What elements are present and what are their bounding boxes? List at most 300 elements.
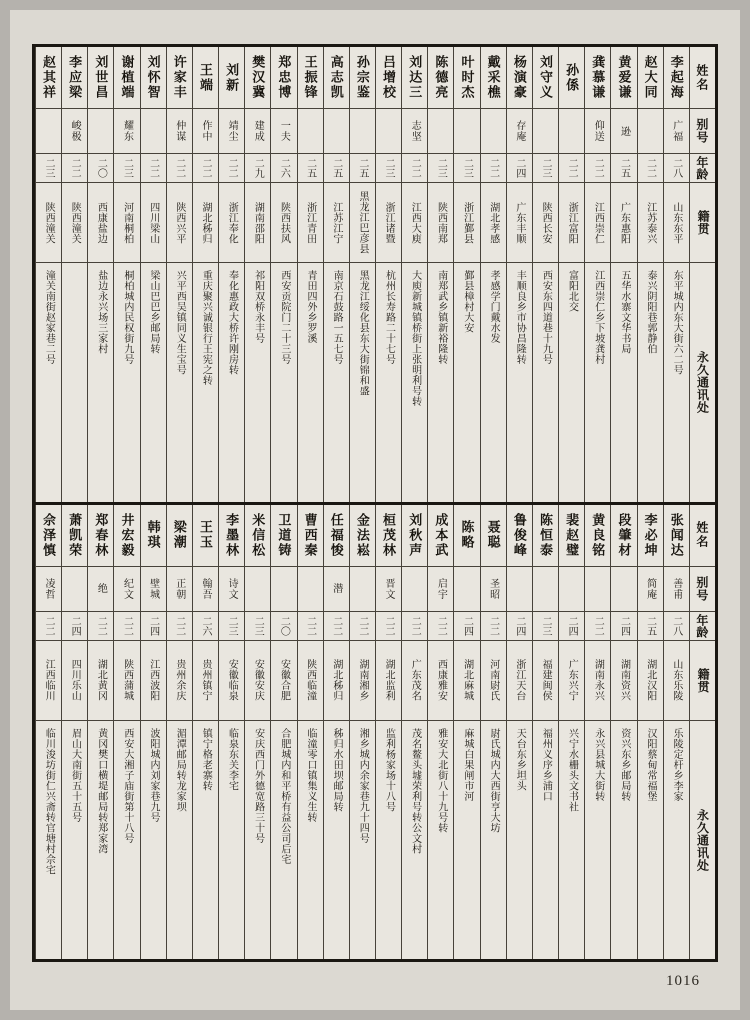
registry-entry-column: [270, 47, 296, 502]
entry-address: 湄潭邮局转龙家坝: [174, 727, 186, 812]
registry-entry-column: [532, 47, 558, 502]
entry-alias: [585, 567, 610, 612]
entry-origin: 山东乐陵: [664, 641, 689, 721]
entry-address: 茂名鳌头墟荣利号转公文村: [409, 727, 421, 854]
entry-alias: [324, 109, 349, 154]
entry-alias: 绝: [88, 567, 113, 612]
entry-name: 曹西秦: [298, 505, 323, 567]
entry-alias: 善甫: [664, 567, 689, 612]
registry-entry-column: [558, 505, 584, 960]
registry-entry-column: [427, 47, 453, 502]
entry-alias: 靖尘: [219, 109, 244, 154]
entry-name: 赵大同: [638, 47, 663, 109]
entry-address: 麻城白果闸市河: [461, 727, 473, 801]
page-number: 1016: [666, 973, 700, 989]
entry-origin: 广东茂名: [402, 641, 427, 721]
entry-name: 井宏毅: [114, 505, 139, 567]
entry-address: 临潼零口镇集义生转: [304, 727, 316, 822]
entry-name: 桓茂林: [376, 505, 401, 567]
entry-age: 二五: [324, 154, 349, 183]
registry-entry-column: [610, 47, 636, 502]
entry-origin: 陕西临潼: [298, 641, 323, 721]
registry-entry-column: [558, 47, 584, 502]
entry-age: 二二: [324, 612, 349, 641]
entry-origin: 黑龙江巴彦县: [350, 183, 375, 263]
entry-name: 王玉: [193, 505, 218, 567]
registry-entry-column: [453, 505, 479, 960]
entry-name: 杨演豪: [507, 47, 532, 109]
entry-name: 裴赵璧: [559, 505, 584, 567]
entry-origin: 西康盐边: [88, 183, 113, 263]
registry-entry-column: [480, 505, 506, 960]
entry-origin: 河南桐柏: [114, 183, 139, 263]
entry-alias: 存庵: [507, 109, 532, 154]
entry-alias: [454, 567, 479, 612]
registry-entry-column: [637, 47, 663, 502]
registry-entry-column: [87, 505, 113, 960]
entry-origin: 浙江诸暨: [376, 183, 401, 263]
column-header-address: 永久通讯处: [695, 808, 710, 871]
entry-age: 二二: [585, 612, 610, 641]
entry-age: 二三: [245, 612, 270, 641]
entry-origin: 湖南邵阳: [245, 183, 270, 263]
entry-age: 二二: [88, 612, 113, 641]
entry-age: 二六: [193, 612, 218, 641]
entry-name: 郑忠博: [271, 47, 296, 109]
entry-alias: 纪文: [114, 567, 139, 612]
entry-name: 张闻达: [664, 505, 689, 567]
entry-address: 乐陵定杆乡李家: [671, 727, 683, 801]
entry-alias: 广福: [664, 109, 689, 154]
registry-entry-column: [35, 47, 61, 502]
registry-entry-column: [297, 505, 323, 960]
entry-alias: 峻极: [62, 109, 87, 154]
entry-name: 陈恒泰: [533, 505, 558, 567]
entry-name: 许家丰: [167, 47, 192, 109]
entry-alias: 一夫: [271, 109, 296, 154]
entry-name: 米信松: [245, 505, 270, 567]
entry-origin: 四川梁山: [141, 183, 166, 263]
entry-age: 二八: [664, 612, 689, 641]
column-header-origin: 籍贯: [690, 183, 715, 263]
entry-address: 资兴东乡邮局转: [618, 727, 630, 801]
entry-age: 二六: [271, 154, 296, 183]
registry-entry-column: [663, 47, 689, 502]
entry-address: 青田四外乡罗溪: [304, 270, 316, 344]
entry-name: 孙宗鉴: [350, 47, 375, 109]
entry-age: 二三: [219, 612, 244, 641]
entry-address: 五华水寨文华书局: [618, 270, 630, 354]
entry-alias: 翰吾: [193, 567, 218, 612]
registry-entry-column: [427, 505, 453, 960]
entry-name: 梁潮: [167, 505, 192, 567]
entry-age: 二二: [219, 154, 244, 183]
entry-age: 二二: [402, 612, 427, 641]
column-header-alias: 别号: [690, 567, 715, 612]
entry-origin: 湖北汉阳: [638, 641, 663, 721]
entry-name: 金法崧: [350, 505, 375, 567]
entry-name: 段肇材: [611, 505, 636, 567]
entry-address: 合肥城内和平桥有益公司后宅: [278, 727, 290, 864]
row-header-column: [689, 47, 715, 502]
entry-origin: 陕西南郑: [428, 183, 453, 263]
entry-name: 成本武: [428, 505, 453, 567]
entry-origin: 陕西潼关: [62, 183, 87, 263]
registry-entry-column: [401, 505, 427, 960]
entry-address: 波阳城内刘家巷九号: [148, 727, 160, 822]
registry-entry-column: [61, 47, 87, 502]
entry-age: 二八: [664, 154, 689, 183]
entry-address: 祁阳双桥永丰号: [252, 270, 264, 344]
entry-address: 杭州长寿路二十七号: [383, 270, 395, 365]
entry-origin: 陕西扶风: [271, 183, 296, 263]
entry-origin: 湖北秭归: [193, 183, 218, 263]
entry-alias: 耀东: [114, 109, 139, 154]
entry-address: 监利杨家场十八号: [383, 727, 395, 812]
registry-entry-column: [637, 505, 663, 960]
entry-alias: 晋文: [376, 567, 401, 612]
entry-name: 陈德亮: [428, 47, 453, 109]
entry-age: 二三: [114, 154, 139, 183]
entry-origin: 山东东平: [664, 183, 689, 263]
entry-name: 萧凯荣: [62, 505, 87, 567]
entry-age: 二四: [62, 612, 87, 641]
entry-origin: 陕西兴平: [167, 183, 192, 263]
entry-name: 李墨林: [219, 505, 244, 567]
entry-alias: 志坚: [402, 109, 427, 154]
entry-age: 二三: [428, 154, 453, 183]
entry-address: [62, 263, 87, 502]
entry-origin: 江西崇仁: [585, 183, 610, 263]
entry-address: 安庆西门外德宽路三十号: [252, 727, 264, 843]
entry-age: 二四: [611, 612, 636, 641]
entry-age: 二二: [428, 612, 453, 641]
entry-alias: [298, 567, 323, 612]
entry-address: 黄冈樊口横堤邮局转郑家湾: [95, 727, 107, 854]
registry-entry-column: [506, 505, 532, 960]
entry-origin: 河南尉氏: [481, 641, 506, 721]
entry-alias: [611, 567, 636, 612]
entry-alias: [428, 109, 453, 154]
entry-name: 黄爱谦: [611, 47, 636, 109]
column-header-name: 姓名: [690, 505, 715, 567]
entry-origin: 湖南永兴: [585, 641, 610, 721]
entry-address: 重庆聚兴诚银行王宪之转: [200, 270, 212, 386]
entry-name: 谢植端: [114, 47, 139, 109]
entry-age: 二〇: [88, 154, 113, 183]
entry-alias: 壁城: [141, 567, 166, 612]
entry-age: 二四: [507, 612, 532, 641]
entry-alias: 凌哲: [36, 567, 61, 612]
column-header-address: 永久通讯处: [695, 351, 710, 414]
entry-origin: 湖北黄冈: [88, 641, 113, 721]
entry-name: 龚慕谦: [585, 47, 610, 109]
entry-alias: [533, 567, 558, 612]
entry-origin: 广东丰顺: [507, 183, 532, 263]
entry-name: 郑春林: [88, 505, 113, 567]
entry-alias: [36, 109, 61, 154]
entry-age: 二二: [167, 154, 192, 183]
entry-name: 刘新: [219, 47, 244, 109]
entry-address: 桐柏城内民权街九号: [121, 270, 133, 365]
column-header-alias: 别号: [690, 109, 715, 154]
registry-entry-column: [610, 505, 636, 960]
entry-age: 二二: [481, 154, 506, 183]
registry-entry-column: [87, 47, 113, 502]
registry-entry-column: [297, 47, 323, 502]
registry-entry-column: [140, 47, 166, 502]
entry-address: 天台东乡坦头: [514, 727, 526, 791]
entry-age: 二二: [62, 154, 87, 183]
entry-age: 二三: [533, 612, 558, 641]
registry-entry-column: [166, 505, 192, 960]
entry-origin: 贵州镇宁: [193, 641, 218, 721]
entry-name: 李应梁: [62, 47, 87, 109]
registry-entry-column: [113, 47, 139, 502]
entry-address: 雅安大北街八十九号转: [435, 727, 447, 833]
entry-origin: 浙江青田: [298, 183, 323, 263]
entry-age: 二五: [298, 154, 323, 183]
registry-entry-column: [323, 47, 349, 502]
entry-address: 西安大湘子庙街第十八号: [121, 727, 133, 843]
column-header-origin: 籍贯: [690, 641, 715, 721]
entry-alias: 逊: [611, 109, 636, 154]
registry-entry-column: [323, 505, 349, 960]
registry-entry-column: [349, 505, 375, 960]
entry-origin: 广东兴宁: [559, 641, 584, 721]
entry-origin: 广东惠阳: [611, 183, 636, 263]
entry-origin: 安徽临泉: [219, 641, 244, 721]
entry-age: 二〇: [271, 612, 296, 641]
registry-entry-column: [192, 505, 218, 960]
registry-entry-column: [663, 505, 689, 960]
entry-origin: 浙江奉化: [219, 183, 244, 263]
registry-entry-column: [113, 505, 139, 960]
entry-address: 梁山巴巴乡邮局转: [148, 270, 160, 354]
entry-age: 二五: [350, 154, 375, 183]
entry-age: 二四: [507, 154, 532, 183]
entry-age: 二九: [245, 154, 270, 183]
row-header-column: [689, 505, 715, 960]
entry-name: 李必坤: [638, 505, 663, 567]
entry-age: 二三: [376, 154, 401, 183]
entry-address: 镇宁格老寨转: [200, 727, 212, 791]
entry-name: 黄良铭: [585, 505, 610, 567]
entry-origin: 浙江鄞县: [454, 183, 479, 263]
entry-address: 富阳北交: [566, 270, 578, 312]
entry-address: 泰兴阴阳巷郭静伯: [645, 270, 657, 354]
entry-alias: [141, 109, 166, 154]
entry-name: 刘怀智: [141, 47, 166, 109]
entry-address: 盐边永兴场三家村: [95, 270, 107, 354]
registry-entry-column: [244, 505, 270, 960]
entry-origin: 安徽安庆: [245, 641, 270, 721]
entry-address: 临川浚坊街仁兴斋转官塘村佘宅: [43, 727, 55, 875]
entry-address: 湘乡城内余家巷九十四号: [357, 727, 369, 843]
entry-origin: 福建闽侯: [533, 641, 558, 721]
entry-name: 戴采樵: [481, 47, 506, 109]
entry-age: 二二: [141, 154, 166, 183]
entry-alias: [507, 567, 532, 612]
entry-address: 兴平西吴镇同义生宝号: [174, 270, 186, 375]
registry-entry-column: [192, 47, 218, 502]
entry-name: 任福悛: [324, 505, 349, 567]
entry-address: 永兴县城大街转: [592, 727, 604, 801]
registry-entry-column: [532, 505, 558, 960]
entry-alias: 潜: [324, 567, 349, 612]
entry-age: 二二: [114, 612, 139, 641]
column-header-name: 姓名: [690, 47, 715, 109]
registry-table-bottom: [35, 502, 715, 960]
registry-entry-column: [35, 505, 61, 960]
entry-alias: [454, 109, 479, 154]
entry-origin: 湖北麻城: [454, 641, 479, 721]
entry-name: 李起海: [664, 47, 689, 109]
entry-age: 二二: [167, 612, 192, 641]
entry-address: 眉山大南街五十五号: [69, 727, 81, 822]
registry-entry-column: [218, 47, 244, 502]
entry-origin: 浙江天台: [507, 641, 532, 721]
entry-alias: [638, 109, 663, 154]
entry-name: 鲁俊峰: [507, 505, 532, 567]
entry-address: 丰顺良乡市协昌隆转: [514, 270, 526, 365]
entry-origin: 湖北秭归: [324, 641, 349, 721]
entry-age: 二四: [454, 612, 479, 641]
entry-origin: 江苏江宁: [324, 183, 349, 263]
entry-name: 刘守义: [533, 47, 558, 109]
entry-address: 尉氏城内大西街亨大坊: [488, 727, 500, 833]
entry-alias: [481, 109, 506, 154]
entry-age: 二二: [350, 612, 375, 641]
entry-name: 高志凯: [324, 47, 349, 109]
entry-alias: [298, 109, 323, 154]
registry-entry-column: [584, 505, 610, 960]
entry-address: 江西崇仁乡下坡龚村: [592, 270, 604, 365]
entry-alias: 仰送: [585, 109, 610, 154]
entry-age: 二五: [611, 154, 636, 183]
registry-entry-column: [166, 47, 192, 502]
column-header-age: 年龄: [690, 154, 715, 183]
entry-age: 二五: [638, 612, 663, 641]
entry-alias: [376, 109, 401, 154]
entry-alias: [245, 567, 270, 612]
entry-age: 二三: [36, 154, 61, 183]
entry-alias: [402, 567, 427, 612]
entry-origin: 安徽合肥: [271, 641, 296, 721]
registry-entry-column: [480, 47, 506, 502]
entry-address: 汉阳蔡甸常福堡: [645, 727, 657, 801]
entry-address: 黑龙江绥化县东大街锦和盛: [357, 270, 369, 396]
entry-age: 二二: [638, 154, 663, 183]
entry-address: 鄞县樟村大安: [461, 270, 473, 333]
entry-age: 二二: [481, 612, 506, 641]
entry-name: 赵其祥: [36, 47, 61, 109]
entry-origin: 陕西蒲城: [114, 641, 139, 721]
entry-alias: [559, 109, 584, 154]
entry-alias: [559, 567, 584, 612]
entry-origin: 湖北监利: [376, 641, 401, 721]
entry-age: 二四: [141, 612, 166, 641]
entry-origin: 江西大庾: [402, 183, 427, 263]
entry-alias: [533, 109, 558, 154]
entry-age: 二二: [585, 154, 610, 183]
registry-entry-column: [401, 47, 427, 502]
entry-origin: 陕西长安: [533, 183, 558, 263]
entry-origin: 浙江富阳: [559, 183, 584, 263]
entry-address: 福州义序乡浦口: [540, 727, 552, 801]
registry-entry-column: [140, 505, 166, 960]
entry-name: 王端: [193, 47, 218, 109]
entry-name: 卫道铸: [271, 505, 296, 567]
entry-address: 潼关南街赵家巷二号: [43, 270, 55, 365]
entry-address: 西安贡院门二十三号: [278, 270, 290, 365]
entry-name: 樊汉冀: [245, 47, 270, 109]
entry-origin: 湖南资兴: [611, 641, 636, 721]
entry-origin: 江苏泰兴: [638, 183, 663, 263]
entry-alias: [88, 109, 113, 154]
entry-alias: 仲谋: [167, 109, 192, 154]
entry-address: 秭归水田坝邮局转: [331, 727, 343, 812]
entry-alias: 诗文: [219, 567, 244, 612]
entry-origin: 湖南湘乡: [350, 641, 375, 721]
entry-address: 东平城内东大街六二号: [671, 270, 683, 375]
entry-age: 二二: [559, 154, 584, 183]
entry-name: 佘泽慎: [36, 505, 61, 567]
entry-name: 聂聪: [481, 505, 506, 567]
entry-origin: 江西波阳: [141, 641, 166, 721]
entry-alias: 作中: [193, 109, 218, 154]
registry-entry-column: [218, 505, 244, 960]
entry-origin: 湖北孝感: [481, 183, 506, 263]
entry-age: 二二: [298, 612, 323, 641]
entry-address: 西安东四道巷十九号: [540, 270, 552, 365]
entry-age: 二二: [36, 612, 61, 641]
entry-name: 刘世昌: [88, 47, 113, 109]
entry-alias: [62, 567, 87, 612]
entry-alias: 圣昭: [481, 567, 506, 612]
registry-table-top: [35, 47, 715, 502]
registry-frame: [32, 44, 718, 962]
entry-alias: [350, 567, 375, 612]
entry-age: 二四: [559, 612, 584, 641]
entry-address: 兴宁水栅头文书社: [566, 727, 578, 812]
registry-entry-column: [349, 47, 375, 502]
entry-age: 二二: [402, 154, 427, 183]
entry-address: 临泉东关李宅: [226, 727, 238, 791]
registry-entry-column: [61, 505, 87, 960]
entry-alias: 启宇: [428, 567, 453, 612]
registry-entry-column: [375, 505, 401, 960]
entry-age: 二三: [454, 154, 479, 183]
entry-address: 南郑武乡镇新裕隆转: [435, 270, 447, 365]
entry-age: 二三: [533, 154, 558, 183]
entry-alias: [271, 567, 296, 612]
registry-entry-column: [270, 505, 296, 960]
entry-name: 吕增校: [376, 47, 401, 109]
registry-entry-column: [584, 47, 610, 502]
entry-name: 陈略: [454, 505, 479, 567]
entry-origin: 四川乐山: [62, 641, 87, 721]
entry-age: 二二: [193, 154, 218, 183]
entry-address: 孝感学门戴水发: [488, 270, 500, 344]
entry-origin: 西康雅安: [428, 641, 453, 721]
entry-origin: 贵州余庆: [167, 641, 192, 721]
entry-address: 大庾新城镇桥街上张明利号转: [409, 270, 421, 407]
registry-entry-column: [453, 47, 479, 502]
entry-address: 南京石鼓路一五七号: [331, 270, 343, 365]
entry-alias: 正朝: [167, 567, 192, 612]
registry-entry-column: [375, 47, 401, 502]
